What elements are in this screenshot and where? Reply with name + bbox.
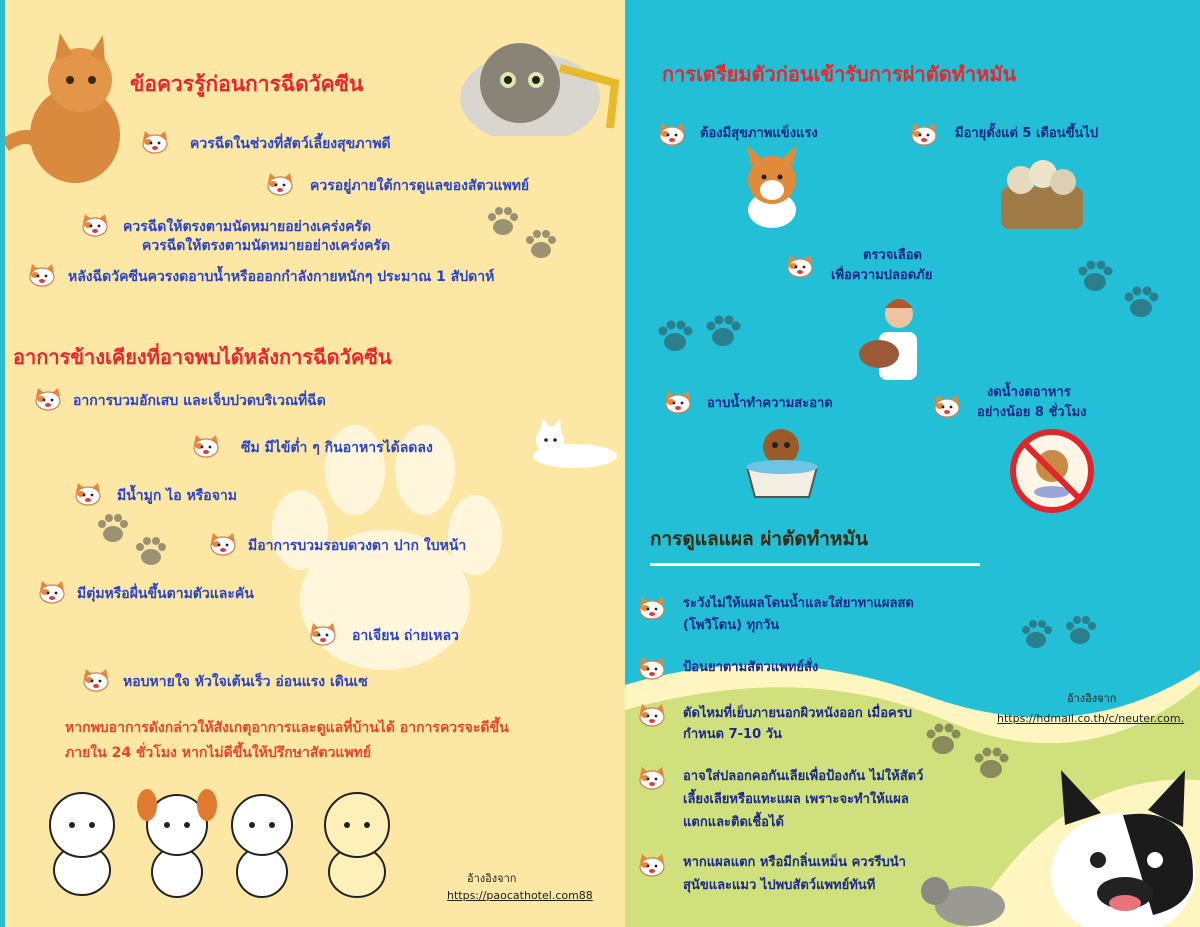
tip-2: ควรอยู่ภายใต้การดูแลของสัตวแพทย์ [310,178,530,194]
veterinarian-image [857,292,937,382]
cat-face-icon [637,703,667,727]
side-effect-5: มีตุ่มหรือผื่นขึ้นตามตัวและคัน [77,586,254,602]
side-effect-2: ซึม มีไข้ต่ำ ๆ กินอาหารได้ลดลง [241,440,433,456]
prep-fasting-line1: งดน้ำงดอาหาร [987,385,1071,400]
care-4-line2: เลี้ยงเลียหรือแทะแผล เพราะจะทำให้แผล [683,792,909,807]
puppies-illustration [37,780,417,900]
surgery-ref-link[interactable]: https://hdmall.co.th/c/neuter.com. [997,712,1185,725]
cat-face-icon [308,622,338,646]
side-effect-1: อาการบวมอักเสบ และเจ็บปวดบริเวณที่ฉีด [73,393,326,409]
advice-note-line1: หากพบอาการดังกล่าวให้สังเกตุอาการและดูแลที่บ้านได้ อาการควรจะดีขึ้น [65,720,509,736]
surgery-panel [625,0,1200,927]
prep-age: มีอายุตั้งแต่ 5 เดือนขึ้นไป [955,126,1099,141]
cat-face-icon [637,766,667,790]
cat-face-icon [637,656,667,680]
paw-icon [93,512,173,572]
care-4-line1: อาจใส่ปลอกคอกันเลียเพื่อป้องกัน ไม่ให้สัตว์ [683,769,924,784]
puppies-basket-image [999,152,1085,232]
tip-1: ควรฉีดในช่วงที่สัตว์เลี้ยงสุขภาพดี [190,136,391,152]
cat-face-icon [637,853,667,877]
side-effect-6: อาเจียน ถ่ายเหลว [352,628,459,644]
dog-bath-image [743,425,821,505]
cat-face-icon [80,213,110,237]
no-food-icon [1009,428,1095,514]
care-1-line1: ระวังไม่ให้แผลโดนน้ำและใส่ยาทาแผลสด [683,596,914,611]
prep-bloodtest-line2: เพื่อความปลอดภัย [831,268,933,283]
care-5-line1: หากแผลแตก หรือมีกลิ่นเหม็น ควรรีบนำ [683,855,906,870]
corgi-image [737,145,807,230]
cat-face-icon [663,390,693,414]
side-effect-7: หอบหายใจ หัวใจเต้นเร็ว อ่อนแรง เดินเซ [123,674,368,690]
tip-5: หลังฉีดวัคซีนควรงดอาบน้ำหรือออกกำลังกายหนักๆ ประมาณ 1 สัปดาห์ [68,269,495,285]
paw-icon [1075,260,1165,325]
advice-note-line2: ภายใน 24 ชั่วโมง หากไม่ดีขึ้นให้ปรึกษาสัตวแพทย์ [65,745,372,761]
cat-face-icon [208,532,238,556]
cat-face-icon [265,172,295,196]
cat-face-icon [785,254,815,278]
paw-icon [1020,612,1100,652]
prep-healthy: ต้องมีสุขภาพแข็งแรง [700,126,818,141]
vaccine-ref-link[interactable]: https://paocathotel.com88 [447,889,593,902]
paw-icon [655,312,745,357]
cat-face-icon [33,387,63,411]
prep-fasting-line2: อย่างน้อย 8 ชั่วโมง [977,405,1087,420]
cat-face-icon [657,122,687,146]
cat-face-icon [637,596,667,620]
cat-face-icon [73,482,103,506]
care-3-line1: ตัดไหมที่เย็บภายนอกผิวหนังออก เมื่อครบ [683,706,912,721]
paw-icon [483,205,563,265]
prep-bathe: อาบน้ำทำความสะอาด [707,396,833,411]
cat-face-icon [37,580,67,604]
paw-icon [923,723,1013,785]
white-dog-image [515,418,620,473]
vaccine-title: ข้อควรรู้ก่อนการฉีดวัคซีน [130,72,364,96]
cat-face-icon [909,122,939,146]
tip-4: ควรฉีดให้ตรงตามนัดหมายอย่างเคร่งครัด [142,238,391,254]
french-bulldog-image [1043,765,1200,927]
title-underline [650,563,980,566]
side-effect-4: มีอาการบวมรอบดวงตา ปาก ใบหน้า [248,538,467,554]
surgery-ref-label: อ้างอิงจาก [1067,692,1117,705]
cat-face-icon [140,130,170,154]
wound-care-title: การดูแลแผล ผ่าตัดทำหมัน [650,528,868,550]
surgery-title: การเตรียมตัวก่อนเข้ารับการผ่าตัดทำหมัน [662,62,1017,86]
care-1-line2: (โพวิโดน) ทุกวัน [683,618,780,633]
prep-bloodtest-line1: ตรวจเลือด [863,248,923,263]
cat-face-icon [191,434,221,458]
gray-cat-image [450,28,622,136]
cat-face-icon [81,668,111,692]
tip-3: ควรฉีดให้ตรงตามนัดหมายอย่างเคร่งครัด [123,219,372,235]
care-3-line2: กำหนด 7-10 วัน [683,727,782,742]
side-effects-title: อาการข้างเคียงที่อาจพบได้หลังการฉีดวัคซีน [13,345,392,369]
cat-face-icon [27,263,57,287]
side-effect-3: มีน้ำมูก ไอ หรือจาม [117,488,238,504]
gray-dog-image [915,866,1005,927]
orange-cat-image [5,25,130,185]
care-2: ป้อนยาตามสัตวแพทย์สั่ง [683,660,819,675]
cat-face-icon [932,394,962,418]
vaccine-ref-label: อ้างอิงจาก [467,872,517,885]
care-4-line3: แตกและติดเชื้อได้ [683,815,784,830]
care-5-line2: สุนัขและแมว ไปพบสัตว์แพทย์ทันที [683,878,876,893]
